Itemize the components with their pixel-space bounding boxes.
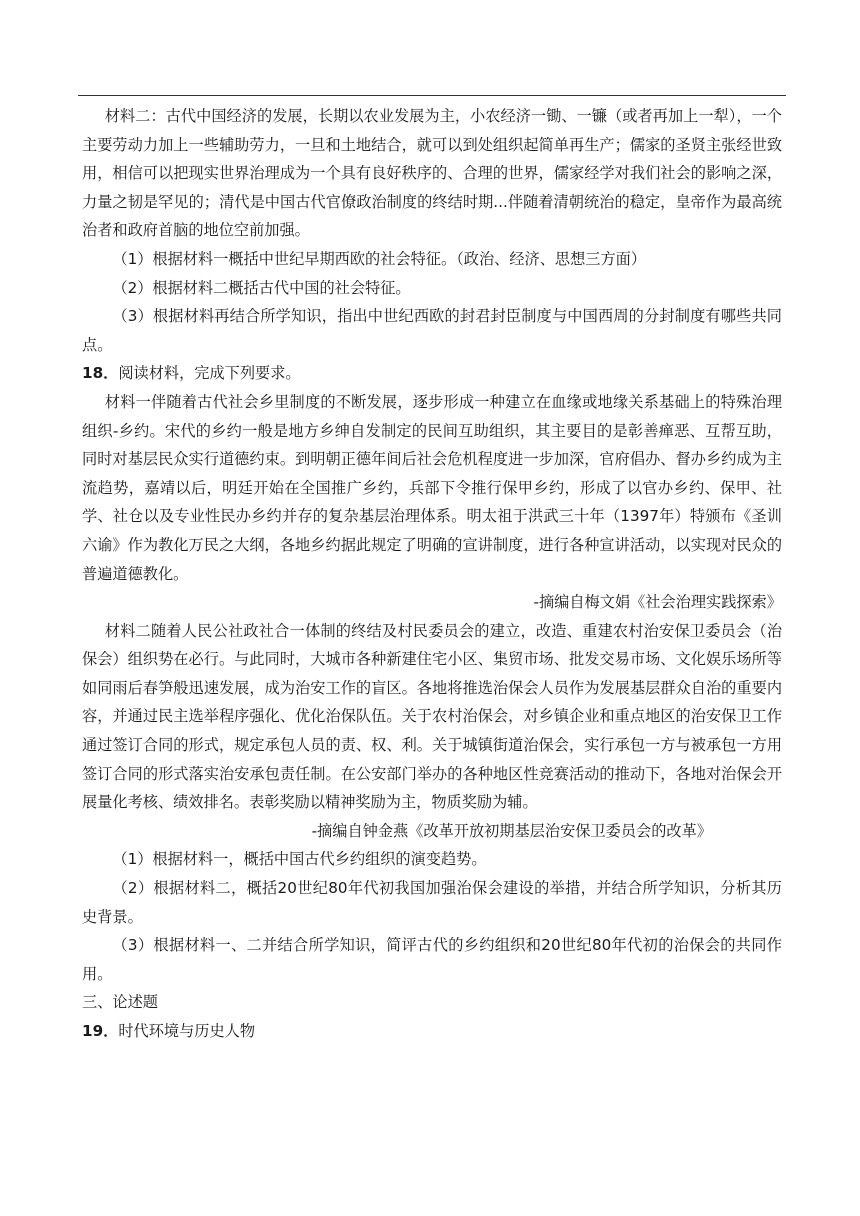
question-17-2: （2）根据材料二概括古代中国的社会特征。 bbox=[112, 278, 411, 297]
question-19-number: 19． bbox=[82, 1022, 119, 1040]
question-18-material-1: 材料一伴随着古代社会乡里制度的不断发展，逐步形成一种建立在血缘或地缘关系基础上的特殊治理组织-乡约。宋代的乡约一般是地方乡绅自发制定的民间互助组织，其主要目的是彰善瘅恶、互帮互助，同时对基层民众实行道德约束。到明朝正德年间后社会危机程度进一步加深，官府倡办、督办乡约成为主流趋势，嘉靖以后，明廷开始在全国推广乡约，兵部下令推行保甲乡约，形成了以官办乡约、保甲、社学、社仓以及专业性民办乡约并存的复杂基层治理体系。明太祖于洪武三十年（1397年）特颁布《圣训六谕》作为教化万民之大纲，各地乡约据此规定了明确的宣讲制度，进行各种宣讲活动，以实现对民众的普遍道德教化。 bbox=[82, 392, 782, 583]
section-3-heading: 三、论述题 bbox=[82, 993, 158, 1012]
question-18-heading bbox=[82, 359, 782, 388]
material-2-paragraph: 材料二：古代中国经济的发展，长期以农业发展为主，小农经济一锄、一镰（或者再加上一犁），一个主要劳动力加上一些辅助劳力，一旦和土地结合，就可以到处组织起简单再生产；儒家的圣贤主张经世致用，相信可以把现实世界治理成为一个具有良好秩序的、合理的世界，儒家经学对我们社会的影响之深，力量之韧是罕见的；清代是中国古代官僚政治制度的终结时期...伴随着清朝统治的稳定，皇帝作为最高统治者和政府首脑的地位空前加强。 bbox=[82, 107, 782, 240]
question-19-title: 时代环境与历史人物 bbox=[118, 1022, 256, 1040]
document-body bbox=[82, 102, 782, 1046]
question-17-1: （1）根据材料一概括中世纪早期西欧的社会特征。（政治、经济、思想三方面） bbox=[112, 249, 647, 268]
question-19-heading bbox=[82, 1017, 782, 1046]
question-17-3: （3）根据材料再结合所学知识，指出中世纪西欧的封君封臣制度与中国西周的分封制度有哪些共同点。 bbox=[82, 307, 782, 354]
question-18-material-2: 材料二随着人民公社政社合一体制的终结及村民委员会的建立，改造、重建农村治安保卫委员会（治保会）组织势在必行。与此同时，大城市各种新建住宅小区、集贸市场、批发交易市场、文化娱乐场所等如同雨后春笋般迅速发展，成为治安工作的盲区。各地将推选治保会人员作为发展基层群众自治的重要内容，并通过民主选举程序强化、优化治保队伍。关于农村治保会，对乡镇企业和重点地区的治安保卫工作通过签订合同的形式，规定承包人员的责、权、利。关于城镇街道治保会，实行承包一方与被承包一方用签订合同的形式落实治安承包责任制。在公安部门举办的各种地区性竞赛活动的推动下，各地对治保会开展量化考核、绩效排名。表彰奖励以精神奖励为主，物质奖励为辅。 bbox=[82, 621, 782, 812]
question-18-number: 18． bbox=[82, 364, 119, 383]
question-18-3: （3）根据材料一、二并结合所学知识，简评古代的乡约组织和20世纪80年代初的治保会的共同作用。 bbox=[82, 936, 782, 983]
question-18-title: 阅读材料，完成下列要求。 bbox=[118, 364, 301, 383]
question-18-2: （2）根据材料二，概括20世纪80年代初我国加强治保会建设的举措，并结合所学知识，分析其历史背景。 bbox=[82, 879, 782, 926]
question-18-source-1: -摘编自梅文娟《社会治理实践探索》 bbox=[533, 593, 782, 612]
header-rule bbox=[78, 95, 786, 96]
question-18-1: （1）根据材料一，概括中国古代乡约组织的演变趋势。 bbox=[112, 850, 487, 869]
question-18-source-2: -摘编自钟金燕《改革开放初期基层治安保卫委员会的改革》 bbox=[311, 821, 712, 840]
